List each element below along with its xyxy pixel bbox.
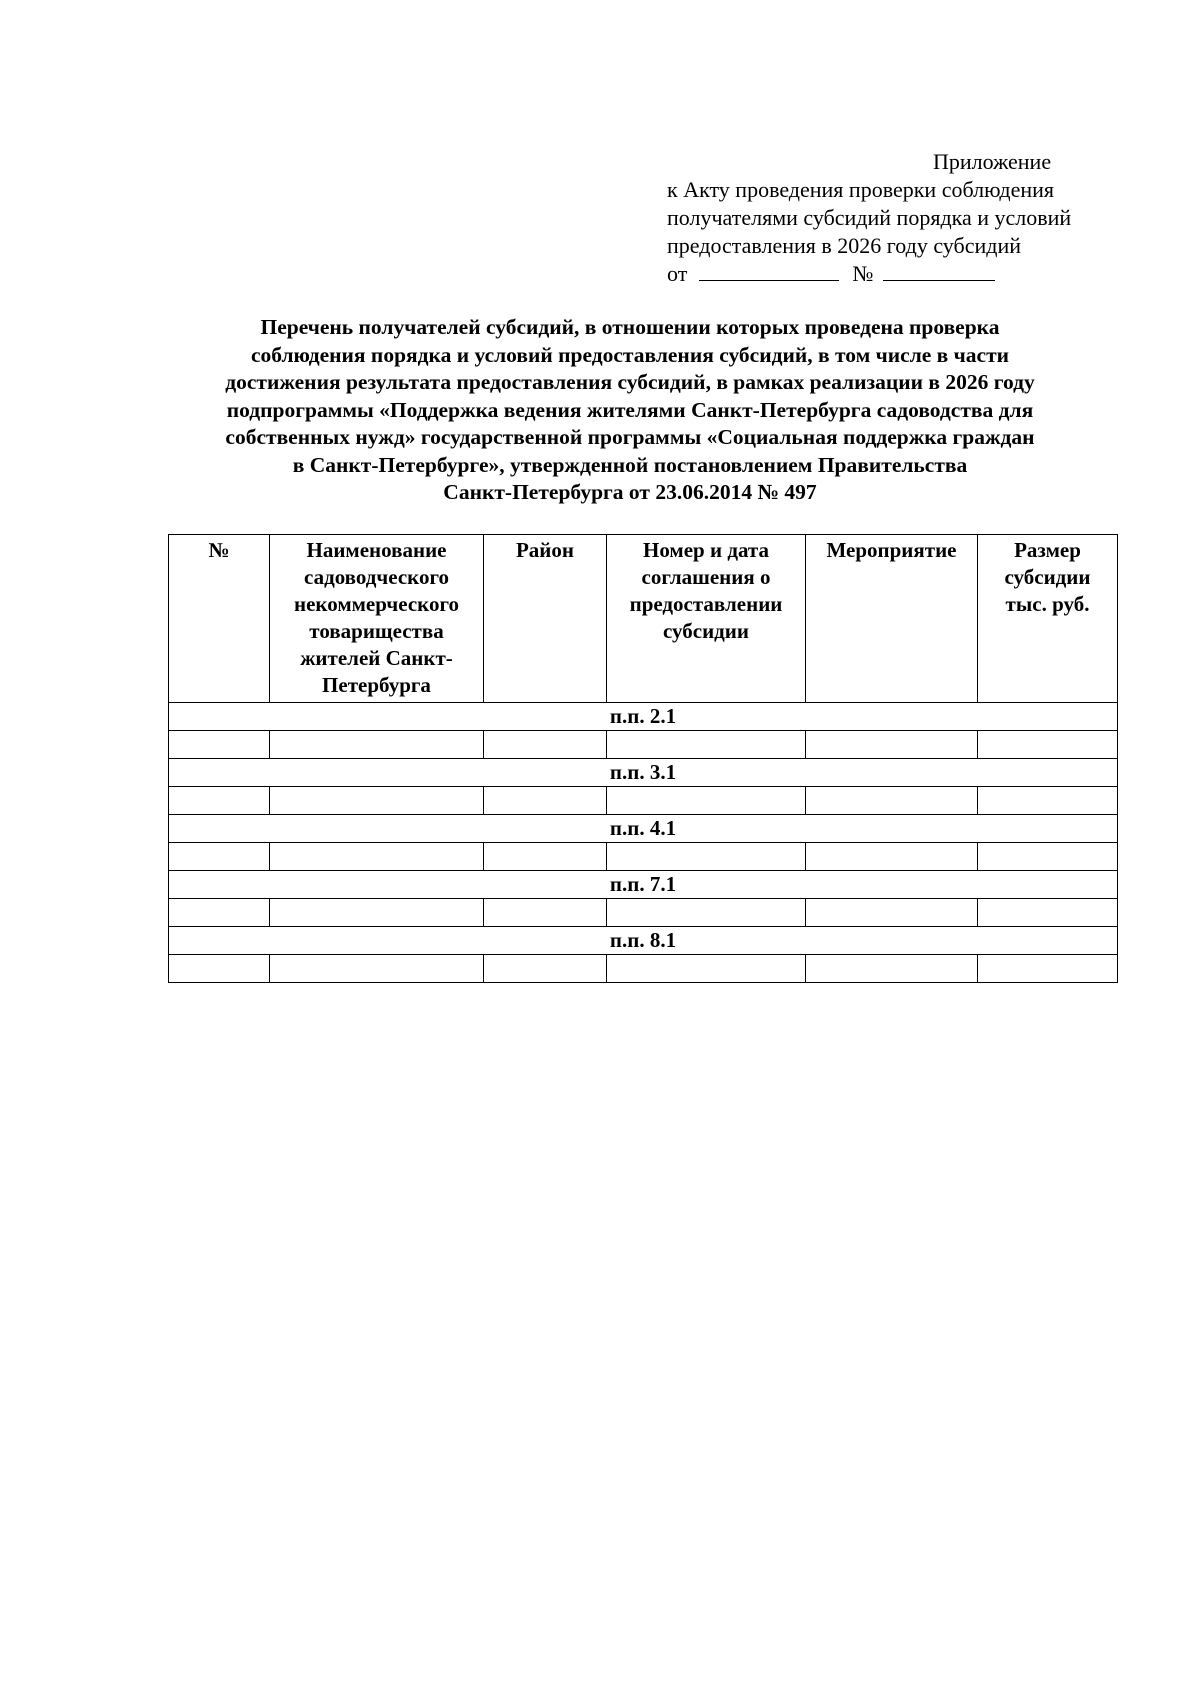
title-line: соблюдения порядка и условий предоставления субсидий, в том числе в части — [250, 342, 1010, 367]
number-label: № — [852, 261, 874, 286]
header-event: Мероприятие — [806, 535, 978, 703]
appendix-date-number-line — [667, 260, 1127, 288]
from-label: от — [667, 261, 688, 286]
number-blank-field — [883, 260, 995, 281]
title-line: подпрограммы «Поддержка ведения жителями Санкт-Петербурга садоводства для — [226, 397, 1034, 422]
section-row — [169, 703, 1118, 731]
header-district: Район — [484, 535, 607, 703]
cell-num — [169, 731, 270, 759]
cell-num — [169, 787, 270, 815]
title-line: Перечень получателей субсидий, в отношении которых проведена проверка — [260, 315, 1000, 339]
cell-amount — [978, 843, 1118, 871]
cell-name — [270, 955, 484, 983]
title-line: собственных нужд» государственной программы «Социальная поддержка граждан — [225, 425, 1035, 449]
cell-num — [169, 843, 270, 871]
cell-agreement — [607, 843, 806, 871]
section-label: п.п. 3.1 — [169, 759, 1118, 787]
cell-district — [484, 899, 607, 927]
header-name-line: Петербурга — [322, 673, 431, 697]
header-name-line: товарищества — [309, 619, 444, 643]
header-num: № — [169, 535, 270, 703]
section-row — [169, 815, 1118, 843]
cell-name — [270, 731, 484, 759]
cell-amount — [978, 731, 1118, 759]
appendix-title: Приложение — [933, 149, 1052, 174]
header-amount-line: Размер — [1014, 538, 1081, 562]
section-label: п.п. 8.1 — [169, 927, 1118, 955]
section-row — [169, 759, 1118, 787]
header-amount-line: тыс. руб. — [1005, 592, 1090, 616]
header-name-line: садоводческого — [304, 565, 449, 589]
cell-agreement — [607, 731, 806, 759]
cell-num — [169, 955, 270, 983]
cell-name — [270, 843, 484, 871]
appendix-line: к Акту проведения проверки соблюдения — [667, 177, 1055, 202]
header-agreement-line: Номер и дата — [643, 538, 769, 562]
table-row — [169, 843, 1118, 871]
section-label: п.п. 2.1 — [169, 703, 1118, 731]
table-row — [169, 787, 1118, 815]
title-line: Санкт-Петербурга от 23.06.2014 № 497 — [443, 480, 817, 504]
section-label: п.п. 7.1 — [169, 871, 1118, 899]
cell-district — [484, 731, 607, 759]
cell-agreement — [607, 955, 806, 983]
date-blank-field — [699, 260, 839, 281]
cell-event — [806, 843, 978, 871]
cell-event — [806, 899, 978, 927]
section-row — [169, 871, 1118, 899]
cell-num — [169, 899, 270, 927]
cell-event — [806, 787, 978, 815]
cell-district — [484, 787, 607, 815]
title-line: в Санкт-Петербурге», утвержденной постановлением Правительства — [292, 452, 968, 477]
cell-amount — [978, 787, 1118, 815]
appendix-block — [667, 148, 1127, 288]
cell-agreement — [607, 787, 806, 815]
header-amount — [978, 535, 1118, 703]
header-name — [270, 535, 484, 703]
table-row — [169, 955, 1118, 983]
header-amount-line: субсидии — [1004, 565, 1091, 589]
table-row — [169, 899, 1118, 927]
cell-district — [484, 843, 607, 871]
cell-event — [806, 731, 978, 759]
appendix-line: предоставления в 2026 году субсидий — [667, 233, 1021, 258]
header-name-line: жителей Санкт- — [300, 646, 453, 670]
header-name-line: Наименование — [306, 538, 447, 562]
table-header-row — [169, 535, 1118, 703]
recipients-table — [168, 534, 1118, 983]
cell-agreement — [607, 899, 806, 927]
title-line: достижения результата предоставления субсидий, в рамках реализации в 2026 году — [225, 370, 1035, 394]
header-agreement — [607, 535, 806, 703]
cell-district — [484, 955, 607, 983]
header-agreement-line: предоставлении — [629, 592, 783, 616]
cell-event — [806, 955, 978, 983]
cell-amount — [978, 899, 1118, 927]
table-row — [169, 731, 1118, 759]
appendix-line: получателями субсидий порядка и условий — [667, 205, 1072, 230]
header-name-line: некоммерческого — [293, 592, 459, 616]
cell-amount — [978, 955, 1118, 983]
section-row — [169, 927, 1118, 955]
header-agreement-line: субсидии — [662, 619, 749, 643]
cell-name — [270, 899, 484, 927]
cell-name — [270, 787, 484, 815]
header-agreement-line: соглашения о — [641, 565, 771, 589]
section-label: п.п. 4.1 — [169, 815, 1118, 843]
document-title — [150, 314, 1110, 507]
